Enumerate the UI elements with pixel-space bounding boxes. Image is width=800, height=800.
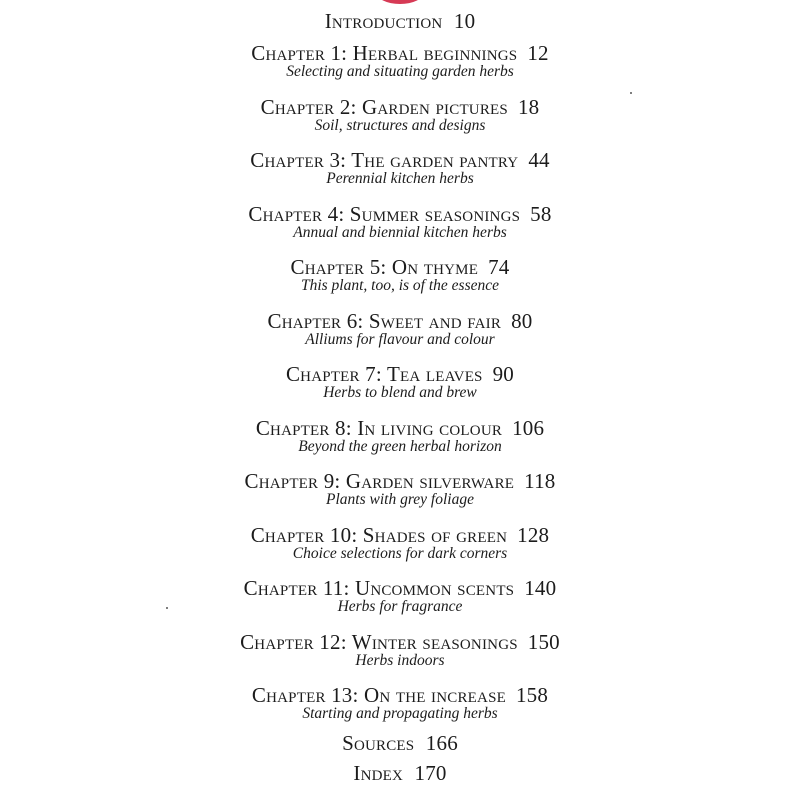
toc-sources[interactable] [0,731,800,755]
toc-chapter-11[interactable] [0,576,800,616]
chapter-label: Chapter 10: Shades of green [250,523,508,547]
chapter-label: Chapter 13: On the increase [251,683,506,707]
chapter-label: Chapter 7: Tea leaves [285,362,483,386]
toc-chapter-10[interactable] [0,523,800,563]
chapter-page: 128 [517,523,550,547]
toc-introduction-page: 10 [453,9,476,33]
chapter-subtitle: Plants with grey foliage [326,491,474,508]
chapter-title [0,416,800,440]
chapter-subtitle: Herbs for fragrance [337,598,463,615]
chapter-subtitle: Beyond the green herbal horizon [298,438,502,455]
flower-icon [373,0,427,6]
chapter-title [0,362,800,386]
toc-chapter-6[interactable] [0,309,800,349]
toc-sources-label: Sources [342,731,415,755]
chapter-page: 44 [528,148,550,172]
chapter-subtitle: Herbs to blend and brew [323,384,477,401]
chapter-subtitle: Selecting and situating garden herbs [286,63,514,80]
toc-index-label: Index [353,761,404,785]
chapter-page: 90 [492,362,515,386]
chapter-subtitle: This plant, too, is of the essence [300,277,500,294]
chapter-title [0,576,800,600]
toc-chapter-13[interactable] [0,683,800,723]
toc-chapter-3[interactable] [0,148,800,188]
chapter-label: Chapter 1: Herbal beginnings [251,41,518,65]
toc-index-page: 170 [414,761,447,785]
chapter-page: 106 [512,416,545,440]
toc-chapter-5[interactable] [0,255,800,295]
toc-chapter-12[interactable] [0,630,800,670]
chapter-subtitle: Annual and biennial kitchen herbs [293,224,507,241]
chapter-page: 74 [488,255,510,279]
toc-chapter-7[interactable] [0,362,800,402]
chapter-label: Chapter 12: Winter seasonings [240,630,518,654]
chapter-title [0,683,800,707]
chapter-page: 80 [511,309,533,333]
toc-index[interactable] [0,761,800,785]
chapter-subtitle: Soil, structures and designs [314,117,486,134]
toc-chapter-1[interactable] [0,41,800,81]
chapter-title [0,148,800,172]
scan-speck [166,607,168,609]
chapter-label: Chapter 9: Garden silverware [244,469,515,493]
chapter-label: Chapter 8: In living colour [255,416,503,440]
chapter-label: Chapter 5: On thyme [290,255,479,279]
chapter-title [0,202,800,226]
chapter-label: Chapter 2: Garden pictures [260,95,508,119]
chapter-title [0,255,800,279]
chapter-page: 58 [530,202,552,226]
toc-introduction[interactable] [0,9,800,33]
chapter-title [0,309,800,333]
chapter-page: 140 [524,576,557,600]
chapter-title [0,41,800,65]
chapter-label: Chapter 4: Summer seasonings [248,202,521,226]
chapter-label: Chapter 6: Sweet and fair [267,309,502,333]
chapter-page: 118 [524,469,556,493]
scan-speck [630,92,632,94]
chapter-title [0,95,800,119]
chapter-page: 12 [527,41,549,65]
chapter-page: 18 [517,95,540,119]
toc-chapter-2[interactable] [0,95,800,135]
chapter-subtitle: Starting and propagating herbs [302,705,498,722]
toc-chapter-4[interactable] [0,202,800,242]
chapter-page: 150 [527,630,560,654]
toc-chapter-9[interactable] [0,469,800,509]
chapter-subtitle: Perennial kitchen herbs [326,170,474,187]
chapter-page: 158 [515,683,549,707]
chapter-title [0,523,800,547]
chapter-title [0,630,800,654]
chapter-title [0,469,800,493]
chapter-label: Chapter 3: The garden pantry [250,148,519,172]
chapter-subtitle: Choice selections for dark corners [292,545,508,562]
toc-sources-page: 166 [425,731,458,755]
chapter-subtitle: Alliums for flavour and colour [305,331,495,348]
chapter-subtitle: Herbs indoors [355,652,445,669]
toc-chapter-8[interactable] [0,416,800,456]
chapter-label: Chapter 11: Uncommon scents [243,576,515,600]
toc-introduction-label: Introduction [324,9,443,33]
